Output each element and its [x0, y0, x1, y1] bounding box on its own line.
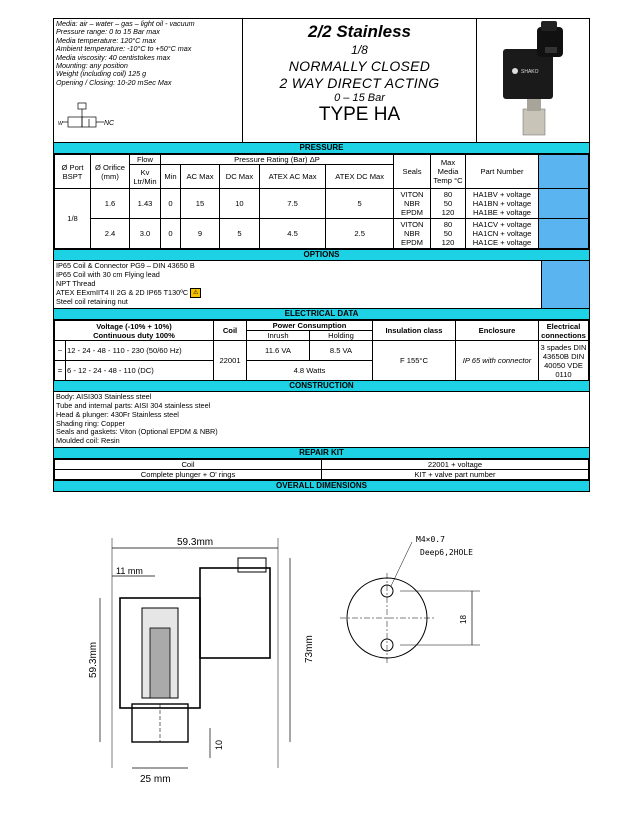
atex-ac-value: 4.5 [259, 219, 326, 249]
insulation-header: Insulation class [373, 321, 456, 341]
coil-header: Coil [214, 321, 247, 341]
side-cell [539, 155, 589, 189]
dc-value: 5 [220, 219, 260, 249]
spec-line: Mounting: any position [56, 61, 128, 71]
thread-label: M4×0.7 [416, 535, 445, 544]
atex-ac-header: ATEX AC Max [259, 165, 326, 189]
dimensions-heading: OVERALL DIMENSIONS [54, 480, 589, 491]
pressure-table [54, 154, 589, 249]
options-heading: OPTIONS [54, 249, 589, 261]
orifice-value: 2.4 [91, 219, 130, 249]
kv-value: 1.43 [130, 189, 161, 219]
bottom-height-label: 10 [214, 739, 224, 750]
valve-state: NORMALLY CLOSED [288, 58, 431, 74]
width-total-label: 59.3mm [177, 537, 214, 548]
port-header: Ø Port BSPT [55, 155, 91, 189]
dc-value: 10 [220, 189, 260, 219]
holding-header: Holding [310, 331, 373, 341]
spec-line: Pressure range: 0 to 15 Bar max [56, 27, 160, 37]
insulation-value: F 155°C [373, 341, 456, 381]
port-size: 1/8 [351, 43, 368, 57]
construction-line: Body: AISI303 Stainless steel [56, 392, 152, 402]
type-label: TYPE HA [318, 104, 401, 125]
options-list [54, 261, 542, 308]
connections-value: 3 spades DIN 43650B DIN 40050 VDE 0110 [540, 342, 587, 379]
svg-text:W: W [58, 121, 63, 127]
pressure-heading: PRESSURE [54, 143, 589, 154]
temp-header: Max Media Temp °C [431, 155, 466, 189]
base-width-label: 25 mm [140, 774, 171, 785]
enclosure-header: Enclosure [456, 321, 539, 341]
spec-line: Media temperature: 120°C max [56, 35, 156, 45]
part-list: HA1CV + voltage HA1CN + voltage HA1CE + voltage [466, 219, 539, 249]
inrush-value: 11.6 VA [247, 341, 310, 361]
datasheet [53, 18, 590, 492]
construction-line: Moulded coil: Resin [56, 436, 120, 446]
repair-coil: Coil [55, 459, 322, 469]
spec-line: Opening / Closing: 10-20 mSec Max [56, 77, 172, 87]
atex-dc-value: 5 [326, 189, 394, 219]
enclosure-value: IP 65 with connector [456, 341, 539, 381]
port-value: 1/8 [55, 189, 91, 249]
depth-label: Deep6,2HOLE [420, 548, 473, 557]
spec-line: Ambient temperature: -10°C to +50°C max [56, 44, 192, 54]
dc-voltages: 6 - 12 - 24 - 48 - 110 (DC) [66, 361, 214, 381]
side-cell [539, 219, 589, 249]
seals-list: VITON NBR EPDM [394, 219, 431, 249]
kv-header: Kv Ltr/Min [130, 165, 161, 189]
solenoid-valve-image [477, 19, 589, 139]
construction-heading: CONSTRUCTION [54, 381, 589, 392]
construction-list [54, 392, 589, 448]
min-header: Min [161, 165, 181, 189]
hole-spacing-label: 18 [459, 615, 468, 624]
option-line: NPT Thread [56, 278, 96, 288]
atex-ac-value: 7.5 [259, 189, 326, 219]
repair-coil-part: 22001 + voltage [322, 459, 589, 469]
min-value: 0 [161, 219, 181, 249]
coil-offset-label: 11 mm [116, 566, 143, 576]
spec-list [54, 19, 243, 142]
construction-line: Seals and gaskets: Viton (Optional EPDM & NBR) [56, 427, 218, 437]
options-section [54, 261, 589, 309]
title-box [243, 19, 477, 142]
seals-list: VITON NBR EPDM [394, 189, 431, 219]
header-section [54, 19, 589, 143]
product-photo [477, 19, 589, 142]
option-line: Steel coil retaining nut [56, 297, 128, 307]
ac-header: AC Max [180, 165, 219, 189]
spec-line: Media: air – water – gas – light oil - vacuum [56, 19, 195, 28]
atex-dc-value: 2.5 [326, 219, 394, 249]
repair-plunger: Complete plunger + O' rings [55, 469, 322, 479]
voltage-header: Voltage (-10% + 10%) Continuous duty 100% [55, 321, 214, 341]
spec-line: Weight (including coil) 125 g [56, 69, 147, 79]
seals-header: Seals [394, 155, 431, 189]
option-line: ATEX EExmIIT4 II 2G & 2D IP65 T130ºC ⚠ [56, 288, 539, 298]
power-header: Power Consumption [247, 321, 373, 331]
dc-symbol: = [55, 361, 66, 381]
construction-line: Head & plunger: 430Fr Stainless steel [56, 409, 179, 419]
dc-watts: 4.8 Watts [247, 361, 373, 381]
construction-line: Shading ring: Copper [56, 418, 125, 428]
atex-dc-header: ATEX DC Max [326, 165, 394, 189]
ac-value: 9 [180, 219, 219, 249]
nc-label: NC [104, 120, 115, 127]
ac-value: 15 [180, 189, 219, 219]
height-total-label: 73mm [304, 635, 315, 663]
part-list: HA1BV + voltage HA1BN + voltage HA1BE + voltage [466, 189, 539, 219]
part-header: Part Number [466, 155, 539, 189]
option-line: IP65 Coil & Connector PG9 – DIN 43650 B [56, 261, 195, 270]
min-value: 0 [161, 189, 181, 219]
orifice-value: 1.6 [91, 189, 130, 219]
electrical-heading: ELECTRICAL DATA [54, 309, 589, 320]
spec-line: Media viscosity: 40 centistokes max [56, 52, 171, 62]
dc-header: DC Max [220, 165, 260, 189]
ac-voltages: 12 - 24 - 48 - 110 - 230 (50/60 Hz) [66, 341, 214, 361]
inrush-header: Inrush [247, 331, 310, 341]
brand-logo: SHAKO [521, 69, 539, 75]
construction-line: Tube and internal parts: AISI 304 stainless steel [56, 400, 211, 410]
kv-value: 3.0 [130, 219, 161, 249]
electrical-table [54, 320, 589, 381]
temp-list: 80 50 120 [431, 189, 466, 219]
valve-symbol-icon [58, 95, 138, 139]
coil-value: 22001 [214, 341, 247, 381]
atex-hazard-icon: ⚠ [190, 288, 201, 298]
side-cell [539, 189, 589, 219]
connections-header: Electrical connections [539, 321, 589, 341]
side-cell [542, 261, 589, 308]
orifice-header: Ø Orifice (mm) [91, 155, 130, 189]
pressure-range: 0 – 15 Bar [334, 92, 385, 104]
valve-action: 2 WAY DIRECT ACTING [279, 75, 440, 91]
dimensions-drawing [60, 528, 500, 798]
repair-table [54, 459, 589, 480]
product-title: 2/2 Stainless [307, 22, 411, 41]
repair-heading: REPAIR KIT [54, 448, 589, 459]
flow-header: Flow [130, 155, 161, 165]
ac-symbol: ~ [55, 341, 66, 361]
option-line: IP65 Coil with 30 cm Flying lead [56, 269, 160, 279]
repair-plunger-part: KIT + valve part number [322, 469, 589, 479]
holding-value: 8.5 VA [310, 341, 373, 361]
temp-list: 80 50 120 [431, 219, 466, 249]
height-left-label: 59.3mm [88, 641, 99, 678]
rating-header: Pressure Rating (Bar) ΔP [161, 155, 394, 165]
